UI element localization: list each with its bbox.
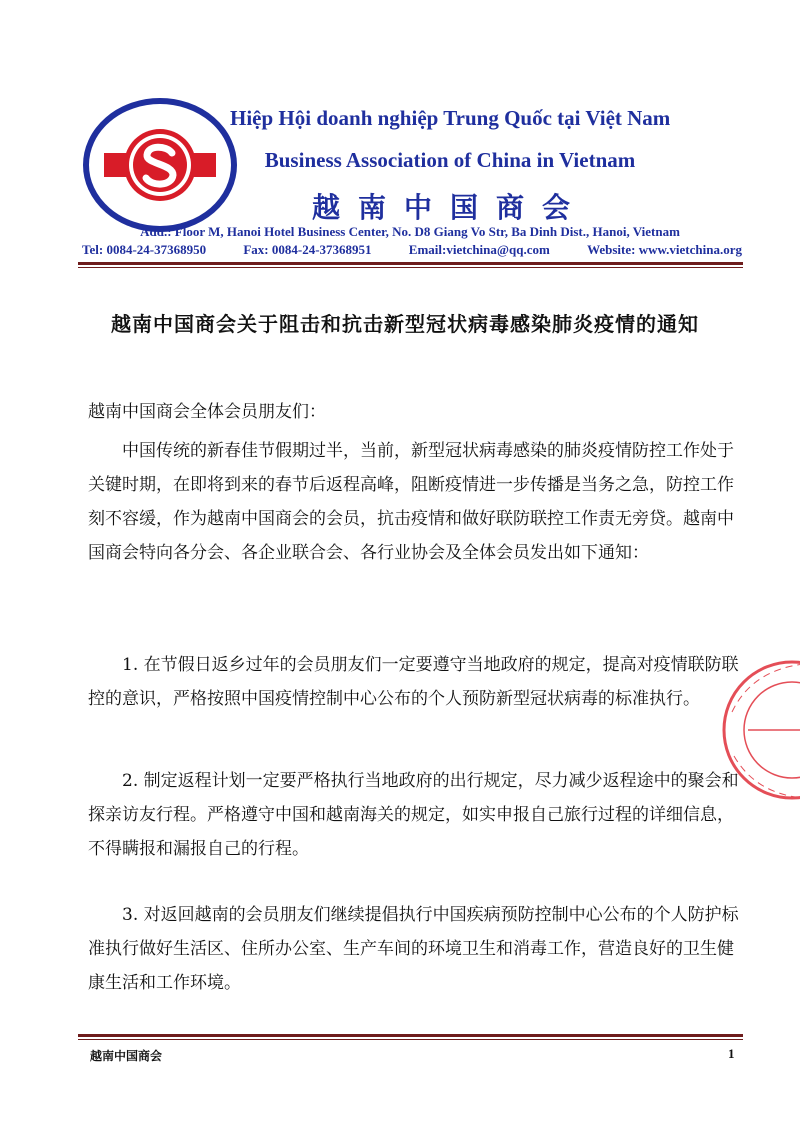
association-name-vietnamese: Hiệp Hội doanh nghiệp Trung Quốc tại Việt Nam — [230, 106, 671, 130]
header-divider-thin — [78, 267, 743, 268]
fax: Fax: 0084-24-37368951 — [243, 242, 372, 257]
telephone: Tel: 0084-24-37368950 — [82, 242, 207, 257]
red-official-seal-icon — [712, 652, 800, 802]
contact-line — [82, 242, 742, 258]
intro-paragraph: 中国传统的新春佳节假期过半，当前，新型冠状病毒感染的肺炎疫情防控工作处于关键时期，在即将到来的春节后返程高峰，阻断疫情进一步传播是当务之急，防控工作刻不容缓，作为越南中国商会的会员，抗击疫情和做好联防联控工作责无旁贷。越南中国商会特向各分会、各企业联合会、各行业协会及全体会员发出如下通知： — [88, 441, 734, 563]
notice-title: 越南中国商会关于阻击和抗击新型冠状病毒感染肺炎疫情的通知 — [111, 312, 699, 336]
salutation: 越南中国商会全体会员朋友们： — [88, 402, 326, 422]
association-name-chinese: 越南中国商会 — [311, 191, 588, 224]
association-address: Add.: Floor M, Hanoi Hotel Business Center, No. D8 Giang Vo Str, Ba Dinh Dist., Hanoi, Vietnam — [140, 224, 680, 239]
association-s-logo-icon — [80, 95, 240, 235]
email: Email:vietchina@qq.com — [408, 242, 550, 257]
footer-organization: 越南中国商会 — [90, 1049, 163, 1063]
header-divider — [78, 262, 743, 265]
notice-item-1: 1. 在节假日返乡过年的会员朋友们一定要遵守当地政府的规定，提高对疫情联防联控的意识，严格按照中国疫情控制中心公布的个人预防新型冠状病毒的标准执行。 — [88, 655, 739, 709]
notice-item-2: 2. 制定返程计划一定要严格执行当地政府的出行规定，尽力减少返程途中的聚会和探亲访友行程。严格遵守中国和越南海关的规定，如实申报自己旅行过程的详细信息，不得瞒报和漏报自己的行程。 — [88, 771, 739, 859]
page-number: 1 — [728, 1046, 735, 1061]
footer-divider — [78, 1034, 743, 1037]
website: Website: www.vietchina.org — [587, 242, 742, 257]
association-name-english: Business Association of China in Vietnam — [264, 148, 636, 172]
notice-item-3: 3. 对返回越南的会员朋友们继续提倡执行中国疾病预防控制中心公布的个人防护标准执行做好生活区、住所办公室、生产车间的环境卫生和消毒工作，营造良好的卫生健康生活和工作环境。 — [88, 905, 739, 993]
footer-divider-thin — [78, 1039, 743, 1040]
